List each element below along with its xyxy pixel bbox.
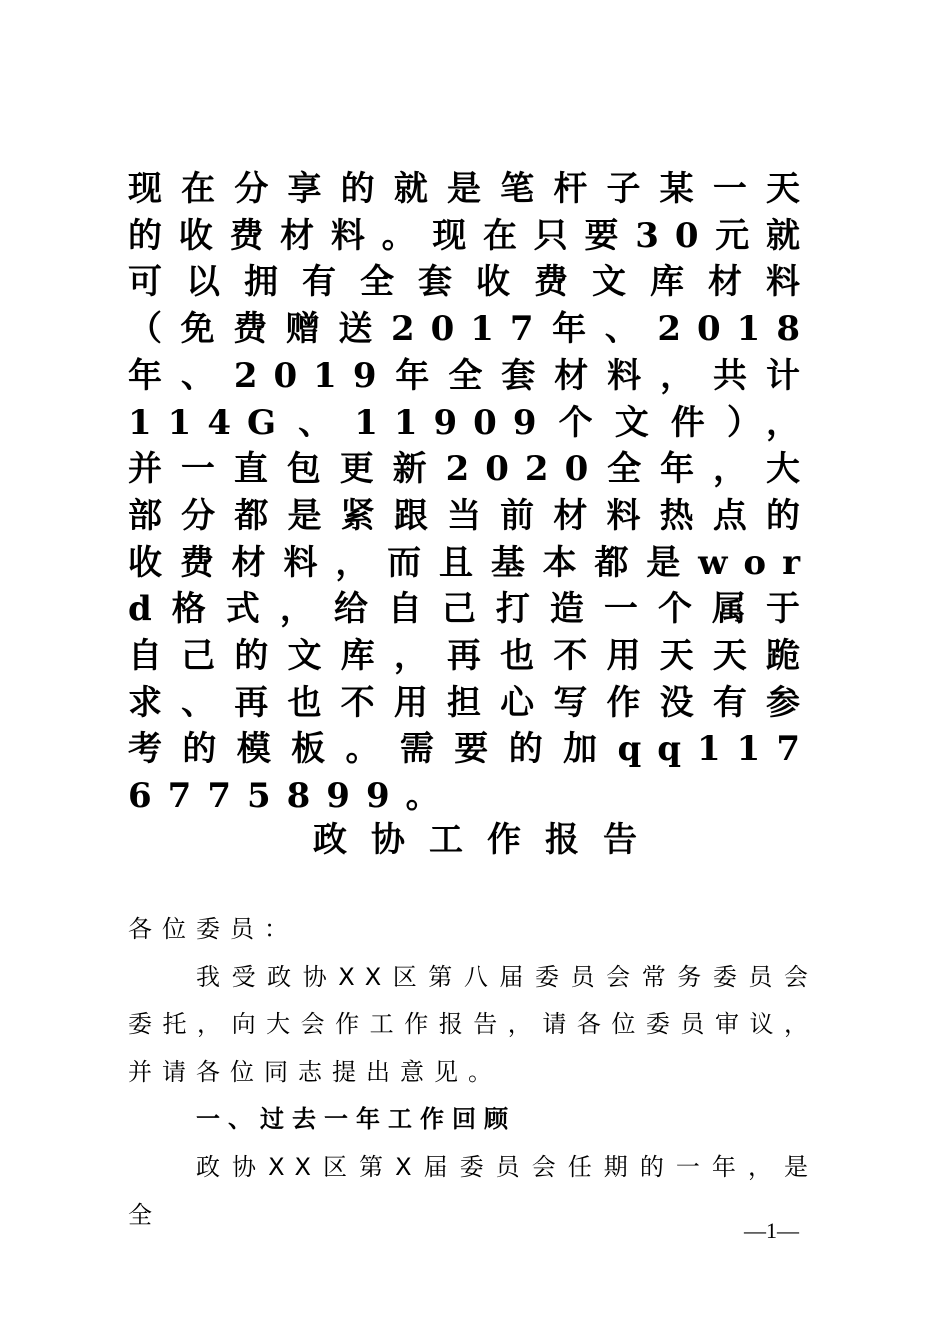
section-heading-1: 一、过去一年工作回顾 — [196, 1105, 516, 1134]
body-paragraph-2: 政协XX区第X届委员会任期的一年，是全 — [128, 1152, 818, 1229]
page-number: —1— — [744, 1218, 799, 1243]
document-body — [128, 906, 818, 1239]
promo-text-block: 现在分享的就是笔杆子某一天的收费材料。现在只要30元就可以拥有全套收费文库材料（免费赠送2017年、2018年、2019年全套材料，共计114G、11909个文件），并一直包更新2020全年，大部分都是紧跟当前材料热点的收费材料，而且基本都是word格式，给自己打造一个属于自己的文库，再也不用天天跪求、再也不用担心写作没有参考的模板。需要的加qq1176775899。 — [128, 169, 816, 817]
salutation: 各位委员： — [128, 915, 298, 943]
document-title: 政协工作报告 — [313, 820, 661, 860]
body-paragraph-1: 我受政协XX区第八届委员会常务委员会委托，向大会作工作报告，请各位委员审议，并请各位同志提出意见。 — [128, 962, 818, 1086]
